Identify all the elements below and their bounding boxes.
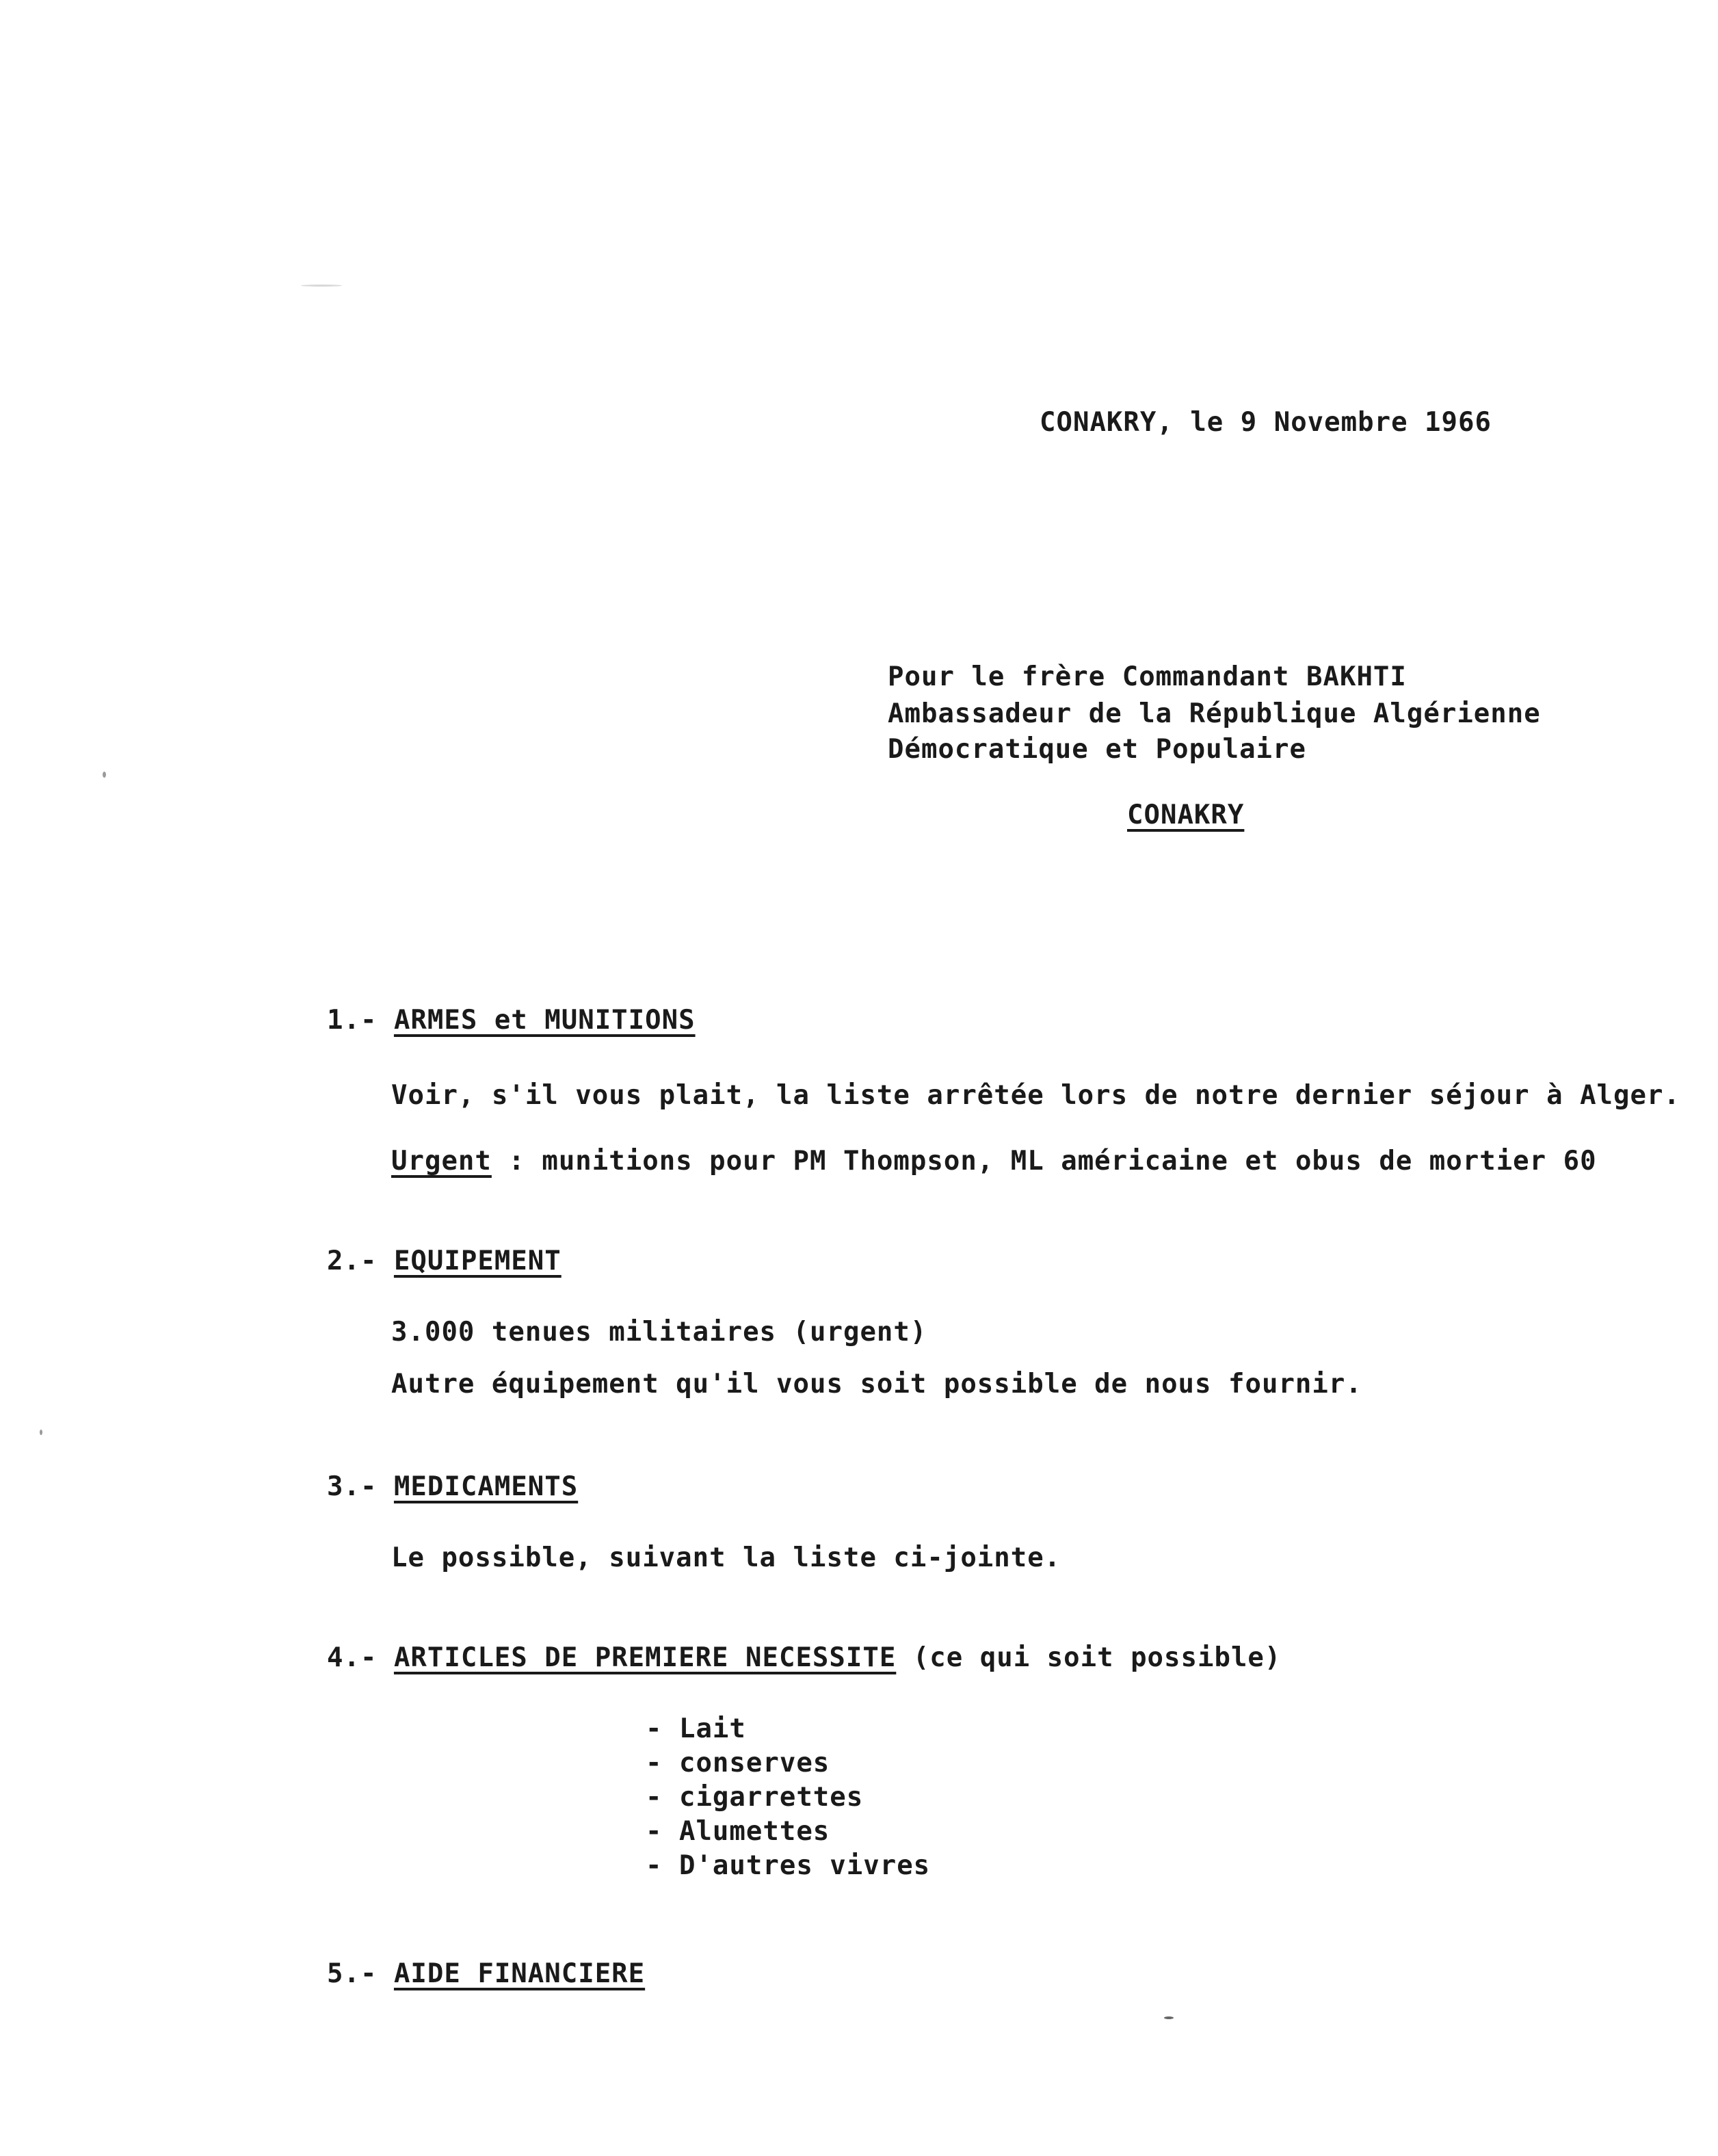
- recipient-line-2: Ambassadeur de la République Algérienne: [888, 698, 1541, 729]
- section-2-heading: [327, 1248, 561, 1274]
- urgent-separator: :: [491, 1146, 542, 1176]
- urgent-label: Urgent: [391, 1146, 492, 1176]
- section-title: AIDE FINANCIERE: [393, 1958, 646, 1989]
- section-title: MEDICAMENTS: [393, 1471, 579, 1502]
- scan-speck: [103, 772, 106, 778]
- section-title: ARMES et MUNITIONS: [393, 1005, 696, 1036]
- list-item: - Lait: [646, 1713, 746, 1744]
- section-4-heading: [327, 1644, 1281, 1671]
- section-1-heading: [327, 1007, 696, 1034]
- section-number: 1.-: [327, 1005, 378, 1036]
- section-3-heading: [327, 1473, 578, 1500]
- section-title: EQUIPEMENT: [393, 1246, 561, 1276]
- recipient-line-3: Démocratique et Populaire: [888, 734, 1306, 765]
- section-number: 3.-: [327, 1471, 378, 1502]
- recipient-line-1: Pour le frère Commandant BAKHTI: [888, 661, 1407, 692]
- section-5-heading: [327, 1960, 645, 1987]
- recipient-city: CONAKRY: [1127, 800, 1245, 830]
- section-1-urgent-line: [391, 1148, 1597, 1174]
- section-3-line-1: Le possible, suivant la liste ci-jointe.: [391, 1542, 1061, 1573]
- section-title: ARTICLES DE PREMIERE NECESSITE: [393, 1642, 897, 1673]
- list-item: - Alumettes: [646, 1816, 830, 1847]
- scan-speck: [1164, 2016, 1174, 2019]
- list-item: - conserves: [646, 1748, 830, 1778]
- section-title-suffix: (ce qui soit possible): [896, 1642, 1282, 1673]
- section-1-line-1: Voir, s'il vous plait, la liste arrêtée lors de notre dernier séjour à Alger.: [391, 1080, 1680, 1111]
- section-number: 2.-: [327, 1246, 378, 1276]
- date-line: CONAKRY, le 9 Novembre 1966: [1040, 407, 1492, 438]
- section-number: 4.-: [327, 1642, 378, 1673]
- section-2-line-1: 3.000 tenues militaires (urgent): [391, 1317, 927, 1348]
- list-item: - D'autres vivres: [646, 1850, 931, 1881]
- scan-speck: [40, 1430, 42, 1435]
- urgent-text: munitions pour PM Thompson, ML américaine et obus de mortier 60: [542, 1146, 1597, 1176]
- list-item: - cigarrettes: [646, 1782, 864, 1813]
- scan-speck: [301, 285, 342, 287]
- section-2-line-2: Autre équipement qu'il vous soit possible de nous fournir.: [391, 1369, 1362, 1399]
- section-number: 5.-: [327, 1958, 378, 1989]
